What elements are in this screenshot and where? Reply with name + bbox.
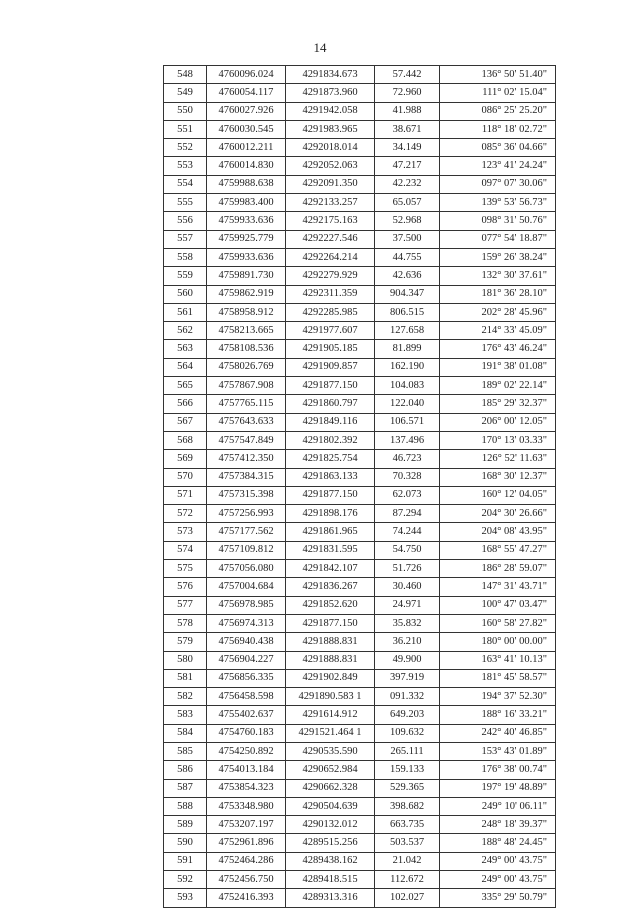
y-coordinate-cell: 4292279.929 — [286, 267, 375, 285]
table-row — [164, 742, 556, 760]
y-coordinate-cell: 4291521.464 1 — [286, 724, 375, 742]
point-number-cell: 583 — [164, 706, 207, 724]
x-coordinate-cell: 4757177.562 — [207, 523, 286, 541]
x-coordinate-cell: 4757643.633 — [207, 413, 286, 431]
point-number-cell: 585 — [164, 742, 207, 760]
table-row — [164, 322, 556, 340]
x-coordinate-cell: 4758026.769 — [207, 358, 286, 376]
point-number-cell: 574 — [164, 541, 207, 559]
distance-cell: 904.347 — [375, 285, 440, 303]
bearing-cell: 181° 45' 58.57" — [440, 669, 556, 687]
point-number-cell: 566 — [164, 395, 207, 413]
table-row — [164, 651, 556, 669]
table-row — [164, 596, 556, 614]
y-coordinate-cell: 4291909.857 — [286, 358, 375, 376]
point-number-cell: 587 — [164, 779, 207, 797]
table-row — [164, 706, 556, 724]
bearing-cell: 168° 30' 12.37" — [440, 468, 556, 486]
table-row — [164, 578, 556, 596]
table-row — [164, 541, 556, 559]
point-number-cell: 584 — [164, 724, 207, 742]
x-coordinate-cell: 4752464.286 — [207, 852, 286, 870]
y-coordinate-cell: 4292311.359 — [286, 285, 375, 303]
point-number-cell: 591 — [164, 852, 207, 870]
point-number-cell: 592 — [164, 871, 207, 889]
distance-cell: 159.133 — [375, 761, 440, 779]
point-number-cell: 560 — [164, 285, 207, 303]
x-coordinate-cell: 4755402.637 — [207, 706, 286, 724]
bearing-cell: 111° 02' 15.04" — [440, 84, 556, 102]
y-coordinate-cell: 4289515.256 — [286, 834, 375, 852]
point-number-cell: 555 — [164, 194, 207, 212]
bearing-cell: 188° 48' 24.45" — [440, 834, 556, 852]
point-number-cell: 551 — [164, 120, 207, 138]
distance-cell: 30.460 — [375, 578, 440, 596]
y-coordinate-cell: 4291831.595 — [286, 541, 375, 559]
y-coordinate-cell: 4290504.639 — [286, 797, 375, 815]
y-coordinate-cell: 4291825.754 — [286, 450, 375, 468]
table-row — [164, 816, 556, 834]
x-coordinate-cell: 4760030.545 — [207, 120, 286, 138]
page-number: 14 — [313, 40, 327, 55]
bearing-cell: 077° 54' 18.87" — [440, 230, 556, 248]
distance-cell: 104.083 — [375, 377, 440, 395]
x-coordinate-cell: 4758958.912 — [207, 303, 286, 321]
bearing-cell: 197° 19' 48.89" — [440, 779, 556, 797]
bearing-cell: 186° 28' 59.07" — [440, 560, 556, 578]
bearing-cell: 098° 31' 50.76" — [440, 212, 556, 230]
distance-cell: 44.755 — [375, 248, 440, 266]
y-coordinate-cell: 4291905.185 — [286, 340, 375, 358]
x-coordinate-cell: 4757056.080 — [207, 560, 286, 578]
distance-cell: 74.244 — [375, 523, 440, 541]
coordinates-table — [163, 65, 556, 908]
y-coordinate-cell: 4290535.590 — [286, 742, 375, 760]
point-number-cell: 577 — [164, 596, 207, 614]
bearing-cell: 139° 53' 56.73" — [440, 194, 556, 212]
bearing-cell: 206° 00' 12.05" — [440, 413, 556, 431]
distance-cell: 54.750 — [375, 541, 440, 559]
x-coordinate-cell: 4756904.227 — [207, 651, 286, 669]
distance-cell: 35.832 — [375, 614, 440, 632]
y-coordinate-cell: 4291942.058 — [286, 102, 375, 120]
y-coordinate-cell: 4290652.984 — [286, 761, 375, 779]
x-coordinate-cell: 4759933.636 — [207, 212, 286, 230]
point-number-cell: 553 — [164, 157, 207, 175]
coordinates-table-body — [164, 66, 556, 908]
table-row — [164, 230, 556, 248]
point-number-cell: 573 — [164, 523, 207, 541]
table-row — [164, 852, 556, 870]
y-coordinate-cell: 4291888.831 — [286, 633, 375, 651]
bearing-cell: 242° 40' 46.85" — [440, 724, 556, 742]
x-coordinate-cell: 4760027.926 — [207, 102, 286, 120]
bearing-cell: 194° 37' 52.30" — [440, 688, 556, 706]
table-row — [164, 377, 556, 395]
bearing-cell: 214° 33' 45.09" — [440, 322, 556, 340]
point-number-cell: 572 — [164, 505, 207, 523]
bearing-cell: 188° 16' 33.21" — [440, 706, 556, 724]
x-coordinate-cell: 4760012.211 — [207, 139, 286, 157]
distance-cell: 42.636 — [375, 267, 440, 285]
x-coordinate-cell: 4757867.908 — [207, 377, 286, 395]
table-row — [164, 486, 556, 504]
distance-cell: 87.294 — [375, 505, 440, 523]
y-coordinate-cell: 4290132.012 — [286, 816, 375, 834]
distance-cell: 24.971 — [375, 596, 440, 614]
table-row — [164, 102, 556, 120]
x-coordinate-cell: 4758108.536 — [207, 340, 286, 358]
x-coordinate-cell: 4754760.183 — [207, 724, 286, 742]
x-coordinate-cell: 4757547.849 — [207, 431, 286, 449]
distance-cell: 52.968 — [375, 212, 440, 230]
y-coordinate-cell: 4291852.620 — [286, 596, 375, 614]
x-coordinate-cell: 4759988.638 — [207, 175, 286, 193]
table-row — [164, 724, 556, 742]
distance-cell: 529.365 — [375, 779, 440, 797]
distance-cell: 649.203 — [375, 706, 440, 724]
distance-cell: 57.442 — [375, 66, 440, 84]
distance-cell: 34.149 — [375, 139, 440, 157]
point-number-cell: 550 — [164, 102, 207, 120]
x-coordinate-cell: 4753854.323 — [207, 779, 286, 797]
x-coordinate-cell: 4754250.892 — [207, 742, 286, 760]
point-number-cell: 588 — [164, 797, 207, 815]
distance-cell: 503.537 — [375, 834, 440, 852]
point-number-cell: 580 — [164, 651, 207, 669]
y-coordinate-cell: 4292264.214 — [286, 248, 375, 266]
y-coordinate-cell: 4291902.849 — [286, 669, 375, 687]
table-row — [164, 139, 556, 157]
point-number-cell: 563 — [164, 340, 207, 358]
y-coordinate-cell: 4291873.960 — [286, 84, 375, 102]
y-coordinate-cell: 4292052.063 — [286, 157, 375, 175]
distance-cell: 72.960 — [375, 84, 440, 102]
table-row — [164, 688, 556, 706]
table-row — [164, 303, 556, 321]
bearing-cell: 097° 07' 30.06" — [440, 175, 556, 193]
distance-cell: 127.658 — [375, 322, 440, 340]
point-number-cell: 565 — [164, 377, 207, 395]
table-row — [164, 797, 556, 815]
distance-cell: 109.632 — [375, 724, 440, 742]
y-coordinate-cell: 4291861.965 — [286, 523, 375, 541]
x-coordinate-cell: 4756974.313 — [207, 614, 286, 632]
table-row — [164, 834, 556, 852]
x-coordinate-cell: 4759933.636 — [207, 248, 286, 266]
x-coordinate-cell: 4760054.117 — [207, 84, 286, 102]
bearing-cell: 249° 00' 43.75" — [440, 871, 556, 889]
table-row — [164, 413, 556, 431]
point-number-cell: 558 — [164, 248, 207, 266]
y-coordinate-cell: 4291863.133 — [286, 468, 375, 486]
y-coordinate-cell: 4291877.150 — [286, 486, 375, 504]
x-coordinate-cell: 4752456.750 — [207, 871, 286, 889]
bearing-cell: 160° 12' 04.05" — [440, 486, 556, 504]
bearing-cell: 160° 58' 27.82" — [440, 614, 556, 632]
bearing-cell: 249° 10' 06.11" — [440, 797, 556, 815]
point-number-cell: 579 — [164, 633, 207, 651]
y-coordinate-cell: 4291860.797 — [286, 395, 375, 413]
bearing-cell: 176° 38' 00.74" — [440, 761, 556, 779]
table-row — [164, 157, 556, 175]
point-number-cell: 549 — [164, 84, 207, 102]
y-coordinate-cell: 4289418.515 — [286, 871, 375, 889]
y-coordinate-cell: 4292091.350 — [286, 175, 375, 193]
distance-cell: 265.111 — [375, 742, 440, 760]
x-coordinate-cell: 4756978.985 — [207, 596, 286, 614]
bearing-cell: 123° 41' 24.24" — [440, 157, 556, 175]
bearing-cell: 159° 26' 38.24" — [440, 248, 556, 266]
distance-cell: 49.900 — [375, 651, 440, 669]
point-number-cell: 562 — [164, 322, 207, 340]
table-row — [164, 761, 556, 779]
y-coordinate-cell: 4291834.673 — [286, 66, 375, 84]
table-row — [164, 175, 556, 193]
distance-cell: 51.726 — [375, 560, 440, 578]
x-coordinate-cell: 4757384.315 — [207, 468, 286, 486]
distance-cell: 806.515 — [375, 303, 440, 321]
x-coordinate-cell: 4760014.830 — [207, 157, 286, 175]
table-row — [164, 66, 556, 84]
x-coordinate-cell: 4757412.350 — [207, 450, 286, 468]
point-number-cell: 590 — [164, 834, 207, 852]
point-number-cell: 581 — [164, 669, 207, 687]
table-row — [164, 212, 556, 230]
table-row — [164, 395, 556, 413]
bearing-cell: 085° 36' 04.66" — [440, 139, 556, 157]
table-row — [164, 523, 556, 541]
y-coordinate-cell: 4290662.328 — [286, 779, 375, 797]
y-coordinate-cell: 4292175.163 — [286, 212, 375, 230]
x-coordinate-cell: 4757765.115 — [207, 395, 286, 413]
distance-cell: 106.571 — [375, 413, 440, 431]
distance-cell: 81.899 — [375, 340, 440, 358]
distance-cell: 398.682 — [375, 797, 440, 815]
point-number-cell: 586 — [164, 761, 207, 779]
bearing-cell: 153° 43' 01.89" — [440, 742, 556, 760]
table-row — [164, 285, 556, 303]
x-coordinate-cell: 4756940.438 — [207, 633, 286, 651]
table-row — [164, 194, 556, 212]
x-coordinate-cell: 4759891.730 — [207, 267, 286, 285]
x-coordinate-cell: 4753207.197 — [207, 816, 286, 834]
distance-cell: 47.217 — [375, 157, 440, 175]
point-number-cell: 571 — [164, 486, 207, 504]
distance-cell: 21.042 — [375, 852, 440, 870]
distance-cell: 663.735 — [375, 816, 440, 834]
x-coordinate-cell: 4756856.335 — [207, 669, 286, 687]
bearing-cell: 204° 08' 43.95" — [440, 523, 556, 541]
bearing-cell: 181° 36' 28.10" — [440, 285, 556, 303]
point-number-cell: 578 — [164, 614, 207, 632]
distance-cell: 122.040 — [375, 395, 440, 413]
bearing-cell: 132° 30' 37.61" — [440, 267, 556, 285]
table-row — [164, 614, 556, 632]
bearing-cell: 185° 29' 32.37" — [440, 395, 556, 413]
table-row — [164, 431, 556, 449]
bearing-cell: 249° 00' 43.75" — [440, 852, 556, 870]
table-row — [164, 84, 556, 102]
y-coordinate-cell: 4291888.831 — [286, 651, 375, 669]
distance-cell: 091.332 — [375, 688, 440, 706]
x-coordinate-cell: 4752961.896 — [207, 834, 286, 852]
bearing-cell: 335° 29' 50.79" — [440, 889, 556, 907]
bearing-cell: 170° 13' 03.33" — [440, 431, 556, 449]
distance-cell: 162.190 — [375, 358, 440, 376]
bearing-cell: 189° 02' 22.14" — [440, 377, 556, 395]
table-row — [164, 358, 556, 376]
point-number-cell: 568 — [164, 431, 207, 449]
y-coordinate-cell: 4289313.316 — [286, 889, 375, 907]
table-row — [164, 669, 556, 687]
y-coordinate-cell: 4291983.965 — [286, 120, 375, 138]
y-coordinate-cell: 4292018.014 — [286, 139, 375, 157]
table-row — [164, 889, 556, 907]
table-row — [164, 468, 556, 486]
y-coordinate-cell: 4291802.392 — [286, 431, 375, 449]
distance-cell: 42.232 — [375, 175, 440, 193]
bearing-cell: 176° 43' 46.24" — [440, 340, 556, 358]
bearing-cell: 147° 31' 43.71" — [440, 578, 556, 596]
point-number-cell: 561 — [164, 303, 207, 321]
distance-cell: 397.919 — [375, 669, 440, 687]
distance-cell: 36.210 — [375, 633, 440, 651]
x-coordinate-cell: 4758213.665 — [207, 322, 286, 340]
distance-cell: 137.496 — [375, 431, 440, 449]
x-coordinate-cell: 4759862.919 — [207, 285, 286, 303]
table-row — [164, 120, 556, 138]
y-coordinate-cell: 4291977.607 — [286, 322, 375, 340]
y-coordinate-cell: 4291877.150 — [286, 377, 375, 395]
point-number-cell: 552 — [164, 139, 207, 157]
distance-cell: 102.027 — [375, 889, 440, 907]
table-row — [164, 248, 556, 266]
table-row — [164, 267, 556, 285]
point-number-cell: 564 — [164, 358, 207, 376]
point-number-cell: 567 — [164, 413, 207, 431]
bearing-cell: 118° 18' 02.72" — [440, 120, 556, 138]
bearing-cell: 136° 50' 51.40" — [440, 66, 556, 84]
x-coordinate-cell: 4759983.400 — [207, 194, 286, 212]
distance-cell: 38.671 — [375, 120, 440, 138]
table-row — [164, 450, 556, 468]
point-number-cell: 576 — [164, 578, 207, 596]
bearing-cell: 163° 41' 10.13" — [440, 651, 556, 669]
distance-cell: 41.988 — [375, 102, 440, 120]
distance-cell: 37.500 — [375, 230, 440, 248]
distance-cell: 70.328 — [375, 468, 440, 486]
x-coordinate-cell: 4757256.993 — [207, 505, 286, 523]
point-number-cell: 575 — [164, 560, 207, 578]
x-coordinate-cell: 4752416.393 — [207, 889, 286, 907]
point-number-cell: 557 — [164, 230, 207, 248]
bearing-cell: 191° 38' 01.08" — [440, 358, 556, 376]
y-coordinate-cell: 4291849.116 — [286, 413, 375, 431]
table-row — [164, 871, 556, 889]
bearing-cell: 202° 28' 45.96" — [440, 303, 556, 321]
x-coordinate-cell: 4754013.184 — [207, 761, 286, 779]
x-coordinate-cell: 4757004.684 — [207, 578, 286, 596]
distance-cell: 65.057 — [375, 194, 440, 212]
x-coordinate-cell: 4757315.398 — [207, 486, 286, 504]
x-coordinate-cell: 4760096.024 — [207, 66, 286, 84]
point-number-cell: 582 — [164, 688, 207, 706]
bearing-cell: 248° 18' 39.37" — [440, 816, 556, 834]
y-coordinate-cell: 4291614.912 — [286, 706, 375, 724]
distance-cell: 62.073 — [375, 486, 440, 504]
table-row — [164, 505, 556, 523]
x-coordinate-cell: 4757109.812 — [207, 541, 286, 559]
y-coordinate-cell: 4292227.546 — [286, 230, 375, 248]
y-coordinate-cell: 4289438.162 — [286, 852, 375, 870]
point-number-cell: 559 — [164, 267, 207, 285]
bearing-cell: 100° 47' 03.47" — [440, 596, 556, 614]
y-coordinate-cell: 4291877.150 — [286, 614, 375, 632]
point-number-cell: 548 — [164, 66, 207, 84]
y-coordinate-cell: 4291898.176 — [286, 505, 375, 523]
table-row — [164, 560, 556, 578]
y-coordinate-cell: 4291890.583 1 — [286, 688, 375, 706]
x-coordinate-cell: 4759925.779 — [207, 230, 286, 248]
x-coordinate-cell: 4753348.980 — [207, 797, 286, 815]
point-number-cell: 556 — [164, 212, 207, 230]
bearing-cell: 180° 00' 00.00" — [440, 633, 556, 651]
point-number-cell: 569 — [164, 450, 207, 468]
bearing-cell: 126° 52' 11.63" — [440, 450, 556, 468]
y-coordinate-cell: 4292133.257 — [286, 194, 375, 212]
distance-cell: 112.672 — [375, 871, 440, 889]
table-row — [164, 633, 556, 651]
distance-cell: 46.723 — [375, 450, 440, 468]
bearing-cell: 204° 30' 26.66" — [440, 505, 556, 523]
point-number-cell: 554 — [164, 175, 207, 193]
x-coordinate-cell: 4756458.598 — [207, 688, 286, 706]
table-row — [164, 340, 556, 358]
table-row — [164, 779, 556, 797]
point-number-cell: 570 — [164, 468, 207, 486]
bearing-cell: 168° 55' 47.27" — [440, 541, 556, 559]
y-coordinate-cell: 4291836.267 — [286, 578, 375, 596]
bearing-cell: 086° 25' 25.20" — [440, 102, 556, 120]
y-coordinate-cell: 4291842.107 — [286, 560, 375, 578]
point-number-cell: 593 — [164, 889, 207, 907]
y-coordinate-cell: 4292285.985 — [286, 303, 375, 321]
point-number-cell: 589 — [164, 816, 207, 834]
